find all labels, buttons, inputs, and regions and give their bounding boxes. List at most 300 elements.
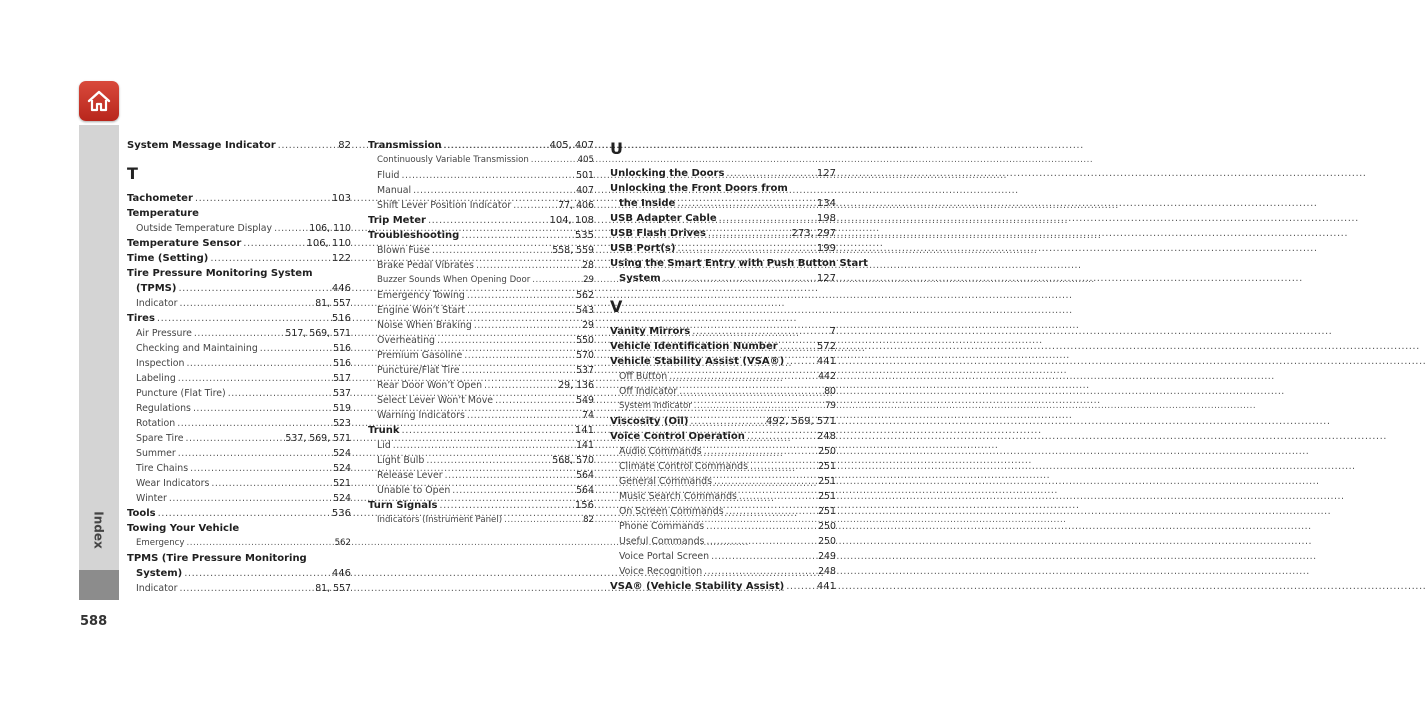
index-entry-term: Fluid — [377, 170, 400, 181]
index-entry-term: Engine Won’t Start — [377, 305, 466, 316]
leader-dots — [663, 271, 815, 286]
leader-dots — [467, 303, 574, 318]
index-entry-pages[interactable]: 524 — [333, 463, 351, 474]
index-entry — [610, 196, 836, 211]
index-entry-term: Select Lever Won’t Move — [377, 395, 494, 406]
leader-dots — [184, 566, 330, 581]
index-entry-pages[interactable]: 501 — [576, 170, 594, 181]
index-entry — [610, 211, 836, 226]
index-entry — [610, 271, 836, 286]
index-entry-pages[interactable]: 251 — [818, 461, 836, 472]
index-entry — [610, 414, 836, 429]
index-entry-term: Using the Smart Entry with Push Button Start — [610, 258, 868, 269]
index-entry-pages[interactable]: 535 — [574, 230, 594, 241]
index-subentry — [368, 153, 594, 168]
index-entry-pages[interactable]: 122 — [331, 253, 351, 264]
index-column-1 — [127, 138, 351, 596]
leader-dots — [467, 288, 574, 303]
leader-dots — [186, 356, 331, 371]
index-entry-pages[interactable]: 492, 569, 571 — [766, 416, 836, 427]
index-entry-pages[interactable]: 251 — [818, 506, 836, 517]
index-entry-pages[interactable]: 562 — [334, 538, 351, 548]
index-entry — [610, 339, 836, 354]
index-subentry — [610, 519, 836, 534]
leader-dots — [708, 226, 790, 241]
leader-dots — [532, 273, 581, 288]
leader-dots — [464, 348, 574, 363]
index-entry-term: System Message Indicator — [127, 140, 276, 151]
index-entry-term: Transmission — [368, 140, 442, 151]
index-subentry — [368, 513, 594, 528]
leader-dots — [474, 318, 580, 333]
index-entry-pages[interactable]: 442 — [818, 371, 836, 382]
index-subentry — [368, 453, 594, 468]
index-subentry — [610, 489, 836, 504]
leader-dots — [179, 296, 313, 311]
index-entry-pages[interactable]: 568, 570 — [552, 455, 594, 466]
index-entry-pages[interactable]: 81, 557 — [315, 298, 351, 309]
index-entry-pages[interactable]: 517 — [333, 373, 351, 384]
index-entry-pages[interactable]: 562 — [576, 290, 594, 301]
index-entry-term: Overheating — [377, 335, 436, 346]
leader-dots — [157, 311, 330, 326]
index-subentry — [127, 371, 351, 386]
index-entry-pages[interactable]: 249 — [818, 551, 836, 562]
index-entry-pages[interactable]: 517, 569, 571 — [285, 328, 351, 339]
index-entry-pages[interactable]: 523 — [333, 418, 351, 429]
index-entry-term: System Indicator — [619, 401, 692, 411]
leader-dots — [531, 153, 576, 168]
leader-dots — [513, 198, 556, 213]
index-subentry — [368, 393, 594, 408]
index-subentry — [127, 401, 351, 416]
index-entry-pages[interactable]: 141 — [576, 440, 594, 451]
index-entry-term: Tools — [127, 508, 156, 519]
leader-dots — [780, 339, 815, 354]
leader-dots — [428, 213, 548, 228]
index-entry-pages[interactable]: 156 — [574, 500, 594, 511]
leader-dots — [393, 438, 574, 453]
index-entry-term: System) — [136, 568, 183, 579]
index-entry-pages[interactable]: 199 — [816, 243, 836, 254]
index-subentry — [127, 476, 351, 491]
leader-dots — [426, 453, 550, 468]
index-entry-pages[interactable]: 564 — [576, 485, 594, 496]
index-entry-term: Tire Chains — [136, 463, 189, 474]
leader-dots — [726, 166, 815, 181]
index-entry-term: Outside Temperature Display — [136, 223, 273, 234]
index-entry-term: Vanity Mirrors — [610, 326, 691, 337]
index-subentry — [368, 273, 594, 288]
index-entry-pages[interactable]: 250 — [818, 521, 836, 532]
index-entry — [127, 191, 351, 206]
index-subentry — [368, 408, 594, 423]
leader-dots — [704, 564, 816, 579]
index-entry-pages[interactable]: 446 — [331, 283, 351, 294]
index-entry-term: Voice Recognition — [619, 566, 703, 577]
index-entry-term: Rotation — [136, 418, 176, 429]
index-entry-term: Tires — [127, 313, 155, 324]
index-entry-term: Unlocking the Doors — [610, 168, 725, 179]
leader-dots — [190, 461, 331, 476]
index-entry-pages[interactable]: 134 — [816, 198, 836, 209]
index-entry-term: Phone Commands — [619, 521, 705, 532]
index-subentry — [610, 534, 836, 549]
leader-dots — [692, 324, 827, 339]
index-subentry — [127, 416, 351, 431]
index-entry-pages[interactable]: 250 — [818, 536, 836, 547]
leader-dots — [726, 504, 817, 519]
leader-dots — [484, 378, 556, 393]
index-entry-term: Warning Indicators — [377, 410, 465, 421]
index-subentry — [127, 431, 351, 446]
index-entry — [368, 498, 594, 513]
leader-dots — [195, 191, 330, 206]
index-entry — [127, 551, 351, 566]
index-subentry — [610, 459, 836, 474]
index-entry-term: Vehicle Identification Number — [610, 341, 778, 352]
index-entry-pages[interactable]: 405, 407 — [549, 140, 594, 151]
leader-dots — [504, 513, 581, 528]
index-entry-pages[interactable]: 198 — [816, 213, 836, 224]
leader-dots — [278, 138, 337, 153]
index-entry-pages[interactable]: 28 — [582, 260, 594, 271]
index-entry-pages[interactable]: 80 — [824, 386, 836, 397]
leader-dots — [739, 489, 816, 504]
index-entry-term: Voice Portal Screen — [619, 551, 710, 562]
index-subentry — [368, 438, 594, 453]
leader-dots — [445, 468, 574, 483]
index-entry-term: Buzzer Sounds When Opening Door — [377, 275, 531, 285]
index-entry-term: (TPMS) — [136, 283, 177, 294]
index-entry — [610, 354, 836, 369]
leader-dots — [178, 281, 329, 296]
index-entry-term: Brake Pedal Vibrates — [377, 260, 474, 271]
index-entry — [610, 181, 836, 196]
index-side-tab-label: Index — [92, 511, 107, 549]
leader-dots — [461, 228, 573, 243]
leader-dots — [274, 221, 307, 236]
index-entry-pages[interactable]: 79 — [825, 401, 836, 411]
leader-dots — [228, 386, 331, 401]
index-entry-term: Inspection — [136, 358, 185, 369]
leader-dots — [706, 534, 816, 549]
index-subentry — [368, 378, 594, 393]
index-entry-term: Unlocking the Front Doors from — [610, 183, 788, 194]
index-subentry — [368, 183, 594, 198]
leader-dots — [462, 363, 575, 378]
index-subentry — [610, 399, 836, 414]
index-entry-term: Off Button — [619, 371, 668, 382]
leader-dots — [437, 333, 574, 348]
index-entry-term: Lid — [377, 440, 391, 451]
leader-dots — [677, 241, 814, 256]
index-entry-pages[interactable]: 248 — [816, 431, 836, 442]
index-entry-pages[interactable]: 77, 406 — [558, 200, 594, 211]
index-entry-term: Noise When Braking — [377, 320, 472, 331]
index-entry-pages[interactable]: 81, 557 — [315, 583, 351, 594]
index-entry-term: USB Flash Drives — [610, 228, 706, 239]
index-entry-term: Premium Gasoline — [377, 350, 463, 361]
index-column-2 — [368, 138, 594, 528]
index-entry-term: Blown Fuse — [377, 245, 430, 256]
index-subentry — [127, 296, 351, 311]
index-entry-pages[interactable]: 104, 108 — [549, 215, 594, 226]
index-entry-pages[interactable]: 537 — [576, 365, 594, 376]
index-entry — [610, 429, 836, 444]
leader-dots — [452, 483, 574, 498]
index-entry-term: Winter — [136, 493, 167, 504]
index-subentry — [368, 258, 594, 273]
index-entry — [127, 206, 351, 221]
leader-dots — [178, 371, 331, 386]
index-entry — [368, 423, 594, 438]
leader-dots — [186, 431, 284, 446]
index-entry-term: Light Bulb — [377, 455, 425, 466]
leader-dots — [432, 243, 550, 258]
index-entry-term: Voice Control Operation — [610, 431, 745, 442]
index-column-3 — [610, 138, 868, 594]
index-entry — [127, 311, 351, 326]
leader-dots — [194, 326, 284, 341]
index-entry-term: Indicator — [136, 583, 178, 594]
index-entry-pages[interactable]: 405 — [577, 155, 594, 165]
index-entry — [127, 566, 351, 581]
leader-dots — [177, 416, 331, 431]
index-subentry — [127, 356, 351, 371]
index-entry-pages[interactable]: 106, 110 — [306, 238, 351, 249]
leader-dots — [178, 446, 331, 461]
index-entry-term: USB Adapter Cable — [610, 213, 717, 224]
index-entry-pages[interactable]: 570 — [576, 350, 594, 361]
index-subentry — [610, 384, 836, 399]
index-entry-term: Manual — [377, 185, 412, 196]
leader-dots — [169, 491, 331, 506]
index-entry — [610, 226, 836, 241]
index-subentry — [127, 386, 351, 401]
leader-dots — [750, 459, 816, 474]
index-entry-term: Temperature Sensor — [127, 238, 242, 249]
index-subentry — [368, 303, 594, 318]
index-entry-term: Temperature — [127, 208, 199, 219]
index-subentry — [610, 564, 836, 579]
index-subentry — [610, 369, 836, 384]
index-entry-term: Towing Your Vehicle — [127, 523, 240, 534]
leader-dots — [186, 536, 332, 551]
index-section-letter: V — [610, 297, 623, 316]
leader-dots — [679, 384, 822, 399]
index-entry-term: Tachometer — [127, 193, 193, 204]
index-entry-pages[interactable]: 519 — [333, 403, 351, 414]
index-entry-term: Trunk — [368, 425, 400, 436]
index-entry-term: USB Port(s) — [610, 243, 676, 254]
index-entry-term: Music Search Commands — [619, 491, 737, 502]
index-entry-term: Emergency — [136, 538, 185, 548]
index-entry-term: Shift Lever Position Indicator — [377, 200, 512, 211]
leader-dots — [476, 258, 580, 273]
index-entry-term: Indicator — [136, 298, 178, 309]
index-subentry — [368, 333, 594, 348]
index-entry-pages[interactable]: 29, 136 — [558, 380, 594, 391]
index-entry-pages[interactable]: 537, 569, 571 — [285, 433, 351, 444]
index-entry-term: Checking and Maintaining — [136, 343, 258, 354]
index-entry-pages[interactable]: 550 — [576, 335, 594, 346]
index-entry-pages[interactable]: 441 — [816, 356, 836, 367]
index-subentry — [127, 536, 351, 551]
index-subentry — [368, 243, 594, 258]
index-entry — [610, 256, 868, 271]
index-entry-term: Summer — [136, 448, 176, 459]
index-entry-pages[interactable]: 127 — [816, 168, 836, 179]
leader-dots — [439, 498, 572, 513]
index-entry-term: Climate Control Commands — [619, 461, 748, 472]
index-subentry — [610, 474, 836, 489]
index-entry-term: Wear Indicators — [136, 478, 210, 489]
index-entry-pages[interactable]: 7 — [829, 326, 836, 337]
index-entry-term: Indicators (Instrument Panel) — [377, 515, 503, 525]
index-entry-pages[interactable]: 524 — [333, 448, 351, 459]
index-subentry — [368, 288, 594, 303]
leader-dots — [179, 581, 313, 596]
index-entry-pages[interactable]: 516 — [333, 343, 351, 354]
index-subentry — [368, 318, 594, 333]
leader-dots — [211, 476, 331, 491]
home-button[interactable] — [79, 81, 119, 121]
index-entry-term: TPMS (Tire Pressure Monitoring — [127, 553, 307, 564]
index-entry-pages[interactable]: 29 — [582, 320, 594, 331]
leader-dots — [413, 183, 574, 198]
index-subentry — [127, 221, 351, 236]
index-entry-pages[interactable]: 446 — [331, 568, 351, 579]
index-entry-pages[interactable]: 248 — [818, 566, 836, 577]
index-entry-pages[interactable]: 103 — [331, 193, 351, 204]
leader-dots — [669, 369, 816, 384]
leader-dots — [402, 423, 573, 438]
leader-dots — [260, 341, 331, 356]
leader-dots — [495, 393, 574, 408]
index-entry-term: Tire Pressure Monitoring System — [127, 268, 313, 279]
index-entry — [127, 251, 351, 266]
index-entry-term: Time (Setting) — [127, 253, 209, 264]
index-entry-term: On Screen Commands — [619, 506, 724, 517]
index-entry-term: Vehicle Stability Assist (VSA®) — [610, 356, 785, 367]
index-entry-term: System — [619, 273, 661, 284]
leader-dots — [786, 579, 815, 594]
index-entry-pages[interactable]: 543 — [576, 305, 594, 316]
index-entry-pages[interactable]: 74 — [582, 410, 594, 421]
index-entry-pages[interactable]: 572 — [816, 341, 836, 352]
index-entry-pages[interactable]: 82 — [338, 140, 351, 151]
index-entry — [127, 266, 351, 281]
index-entry-pages[interactable]: 29 — [583, 275, 594, 285]
leader-dots — [711, 549, 816, 564]
index-entry-pages[interactable]: 141 — [574, 425, 594, 436]
index-entry-pages[interactable]: 536 — [331, 508, 351, 519]
index-entry-term: Release Lever — [377, 470, 443, 481]
index-entry-pages[interactable]: 521 — [333, 478, 351, 489]
index-entry-term: Spare Tire — [136, 433, 184, 444]
index-entry-term: Regulations — [136, 403, 191, 414]
index-subentry — [127, 326, 351, 341]
index-entry-pages[interactable]: 441 — [816, 581, 836, 592]
index-subentry — [368, 198, 594, 213]
index-entry-pages[interactable]: 127 — [816, 273, 836, 284]
leader-dots — [690, 414, 764, 429]
index-entry-pages[interactable]: 549 — [576, 395, 594, 406]
home-icon — [86, 89, 112, 113]
index-subentry — [127, 341, 351, 356]
leader-dots — [467, 408, 580, 423]
leader-dots — [714, 474, 816, 489]
index-subentry — [127, 446, 351, 461]
index-entry-term: Audio Commands — [619, 446, 702, 457]
leader-dots — [747, 429, 815, 444]
index-entry-term: Air Pressure — [136, 328, 192, 339]
index-entry-pages[interactable]: 516 — [331, 313, 351, 324]
index-subentry — [610, 549, 836, 564]
index-entry-term: Viscosity (Oil) — [610, 416, 689, 427]
index-section-letter: U — [610, 139, 623, 158]
index-subentry — [368, 363, 594, 378]
index-entry-pages[interactable]: 558, 559 — [552, 245, 594, 256]
leader-dots — [706, 519, 816, 534]
index-entry-term: Rear Door Won’t Open — [377, 380, 483, 391]
index-subentry — [368, 168, 594, 183]
index-subentry — [368, 348, 594, 363]
index-entry — [368, 228, 594, 243]
index-entry-term: Continuously Variable Transmission — [377, 155, 529, 165]
index-entry-pages[interactable]: 537 — [333, 388, 351, 399]
leader-dots — [158, 506, 330, 521]
leader-dots — [402, 168, 575, 183]
index-entry-pages[interactable]: 564 — [576, 470, 594, 481]
index-entry-pages[interactable]: 106, 110 — [309, 223, 351, 234]
index-entry-term: Labeling — [136, 373, 176, 384]
leader-dots — [719, 211, 815, 226]
index-entry-term: Trip Meter — [368, 215, 426, 226]
index-entry-pages[interactable]: 251 — [818, 476, 836, 487]
index-entry-pages[interactable]: 407 — [576, 185, 594, 196]
index-subentry — [368, 483, 594, 498]
index-entry-pages[interactable]: 273, 297 — [791, 228, 836, 239]
index-entry — [127, 506, 351, 521]
index-entry-term: Puncture/Flat Tire — [377, 365, 460, 376]
index-entry — [127, 281, 351, 296]
leader-dots — [704, 444, 816, 459]
index-entry-pages[interactable]: 82 — [583, 515, 594, 525]
index-entry — [368, 138, 594, 153]
index-entry-pages[interactable]: 251 — [818, 491, 836, 502]
leader-dots — [193, 401, 331, 416]
leader-dots — [694, 399, 823, 414]
index-side-tab-label-wrap — [87, 500, 111, 560]
index-entry — [127, 236, 351, 251]
index-subentry — [127, 461, 351, 476]
index-entry-term: Emergency Towing — [377, 290, 465, 301]
index-entry-term: Troubleshooting — [368, 230, 460, 241]
leader-dots — [786, 354, 815, 369]
index-entry-term: Useful Commands — [619, 536, 705, 547]
index-entry — [610, 241, 836, 256]
index-entry-pages[interactable]: 524 — [333, 493, 351, 504]
leader-dots — [210, 251, 330, 266]
index-entry-term: General Commands — [619, 476, 712, 487]
index-entry-pages[interactable]: 250 — [818, 446, 836, 457]
index-entry-pages[interactable]: 516 — [333, 358, 351, 369]
index-entry-term: the Inside — [619, 198, 676, 209]
index-entry — [610, 324, 836, 339]
leader-dots — [444, 138, 548, 153]
